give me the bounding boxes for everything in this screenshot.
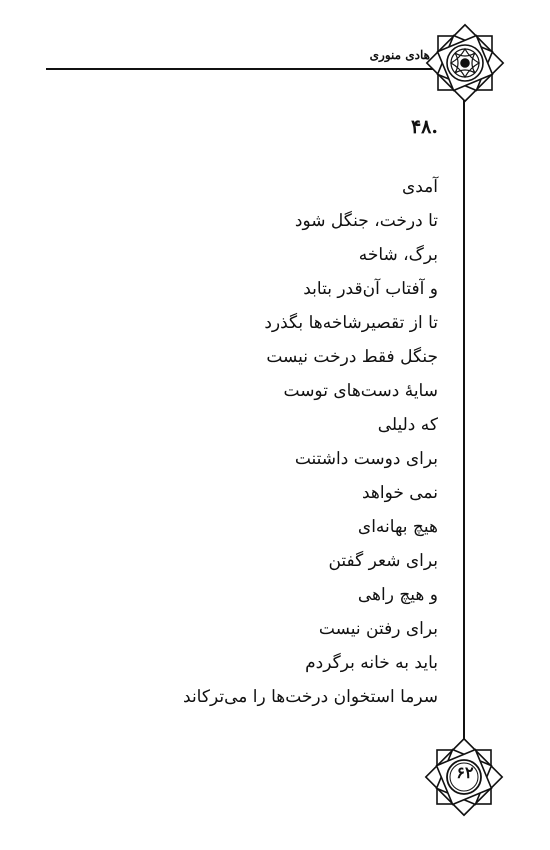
- poem-line: برای رفتن نیست: [318, 619, 438, 639]
- poem-line: برای دوست داشتنت: [294, 449, 438, 469]
- page-number: ۶۲: [456, 763, 474, 782]
- poem-line: تا درخت، جنگل شود: [294, 211, 438, 231]
- star-rosette-ornament-icon: [425, 23, 505, 103]
- poem-line: برگ، شاخه: [358, 245, 438, 265]
- poem-line: تا از تقصیرشاخه‌ها بگذرد: [264, 313, 438, 333]
- header-rule: [46, 68, 466, 70]
- poem-number: .۴۸: [410, 116, 438, 138]
- poem-body: [183, 170, 438, 714]
- poem-line: هیچ بهانه‌ای: [357, 517, 438, 537]
- poem-line: باید به خانه برگردم: [305, 653, 438, 673]
- poem-line: سرما استخوان درخت‌ها را می‌ترکاند: [183, 687, 438, 707]
- margin-rule: [463, 68, 465, 768]
- poem-line: جنگل فقط درخت نیست: [266, 347, 438, 367]
- poem-line: آمدی: [401, 177, 438, 197]
- poem-line: برای شعر گفتن: [328, 551, 438, 571]
- author-name: هادی منوری: [369, 48, 430, 62]
- poem-line: سایهٔ دست‌های توست: [283, 381, 438, 401]
- poem-line: و آفتاب آن‌قدر بتابد: [303, 279, 438, 299]
- poem-line: که دلیلی: [377, 415, 438, 435]
- poem-line: و هیچ راهی: [357, 585, 438, 605]
- poem-line: نمی خواهد: [361, 483, 438, 503]
